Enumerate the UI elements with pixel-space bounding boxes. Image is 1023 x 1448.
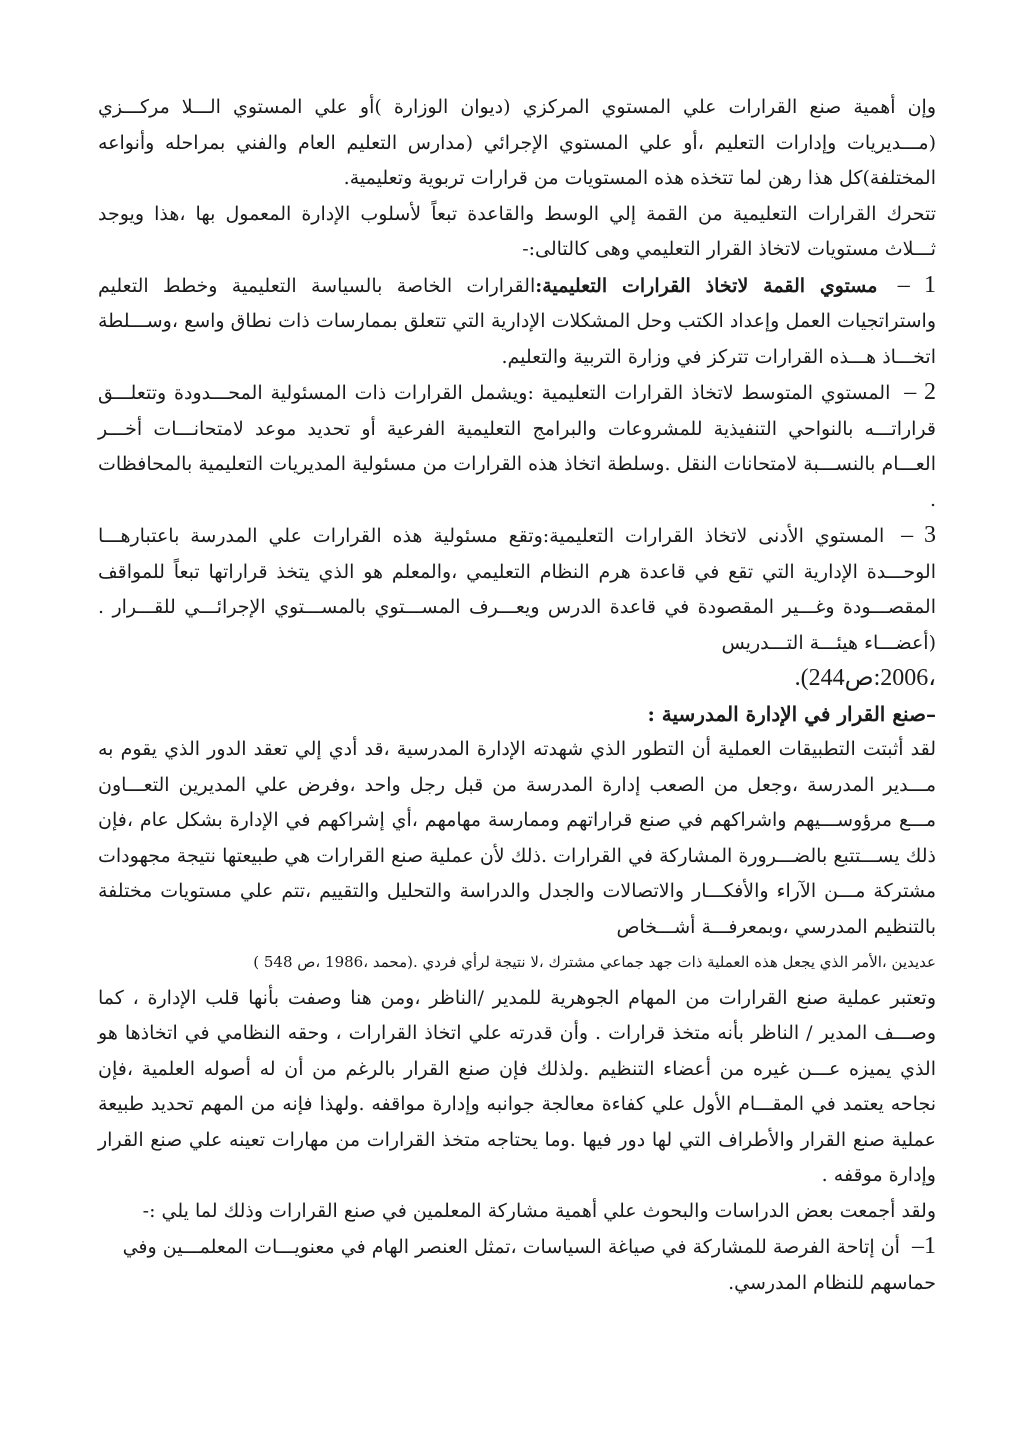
- list-item-text: القرارات الخاصة بالسياسة التعليمية وخطط التعليم واستراتجيات العمل وإعداد الكتب وحل المشكلات الإدارية التي تتعلق بممارسات ذات نطاق واسع ،وســـلطة اتخـــاذ هـــذه القرارات تتركز في وزارة التربية والتعليم.: [98, 274, 936, 368]
- section-heading: –صنع القرار في الإدارة المدرسية :: [647, 701, 936, 726]
- paragraph-principal-role: وتعتبر عملية صنع القرارات من المهام الجوهرية للمدير /الناظر ،ومن هنا وصفت بأنها قلب الإدارة ، كما وصـــف المدير / الناظر بأنه متخذ قرارات . وأن قدرته علي اتخاذ القرارات ، وحقه النظامي في اتخاذها هو الذي يميزه عـــن غيره من أعضاء التنظيم .ولذلك فإن صنع القرار بالرغم من أن له أصوله العلمية ،فإن نجاحه يعتمد في المقـــام الأول علي كفاءة معالجة جوانبه وإدارة مواقفه .ولهذا فإنه من المهم تحديد طبيعة عملية صنع القرار والأطراف التي لها دور فيها .وما يحتاجه متخذ القرارات من مهارات تعينه علي صنع القرار وإدارة موقفه .: [98, 986, 936, 1186]
- paragraph-teacher-participation: ولقد أجمعت بعض الدراسات والبحوث علي أهمية مشاركة المعلمين في صنع القرارات وذلك لما يلي :-: [142, 1199, 936, 1222]
- document-page: [98, 90, 936, 1301]
- list-item-continuation: حماسهم للنظام المدرسي.: [728, 1271, 936, 1294]
- paragraph-school-decisions: [98, 732, 936, 945]
- list-number: 3 –: [901, 522, 936, 548]
- list-item-participation: [98, 1229, 936, 1266]
- list-number: 2 –: [904, 379, 937, 405]
- list-item-middle-level: [98, 375, 936, 518]
- paragraph-importance: وإن أهمية صنع القرارات علي المستوي المركزي (ديوان الوزارة )أو علي المستوي الـــلا مركـــزي (مـــديريات وإدارات التعليم ،أو علي المستوي الإجرائي (مدارس التعليم العام والفني بمراحله وأنواعه المختلفة)كل هذا رهن لما تتخذه هذه المستويات من قرارات تربوية وتعليمية.: [98, 96, 936, 189]
- list-item-lower-level: [98, 518, 936, 661]
- citation: ،2006:ص244).: [794, 665, 936, 691]
- list-item-title: مستوي القمة لاتخاذ القرارات التعليمية:: [535, 274, 878, 297]
- paragraph-citation-line: عديدين ،الأمر الذي يجعل هذه العملية ذات جهد جماعي مشترك ،لا نتيجة لرأي فردي .(محمد ،1986 ،ص 548 ): [253, 953, 936, 971]
- list-number: 1–: [912, 1233, 936, 1259]
- list-item-text: أن إتاحة الفرصة للمشاركة في صياغة السياسات ،تمثل العنصر الهام في معنويـــات المعلمـــين وفي: [122, 1236, 900, 1258]
- paragraph-text: لقد أثبتت التطبيقات العملية أن التطور الذي شهدته الإدارة المدرسية ،قد أدي إلي تعقد الدور الذي يقوم به مـــدير المدرسة ،وجعل من الصعب إدارة المدرسة من قبل رجل واحد ،وفرض علي المديرين التعـــاون مـــع مرؤوســـيهم واشراكهم في صنع قراراتهم وممارسة مهامهم ،أي إشراكهم في الإدارة بشكل عام ،فإن ذلك يســـتتبع بالضـــرورة المشاركة في القرارات .ذلك لأن عملية صنع القرارات هي طبيعتها نتيجة مجهودات مشتركة مـــن الآراء والأفكـــار والاتصالات والجدل والدراسة والتحليل والتقييم ،تتم علي مستويات مختلفة بالتنظيم المدرسي ،وبمعرفـــة أشـــخاص: [98, 738, 936, 938]
- list-item-text: المستوي المتوسط لاتخاذ القرارات التعليمية :ويشمل القرارات ذات المسئولية المحـــدودة وتتعلـــق قراراتـــه بالنواحي التنفيذية للمشروعات والبرامج التعليمية الفرعية أو تحديد موعد لامتحانـــات أخـــر العـــام بالنســـبة لامتحانات النقل .وسلطة اتخاذ هذه القرارات من مسئولية المديريات التعليمية بالمحافظات .: [98, 382, 936, 511]
- list-number: 1 –: [897, 271, 936, 298]
- list-item-text: المستوي الأدنى لاتخاذ القرارات التعليمية:وتقع مسئولية هذه القرارات علي المدرسة باعتبارهـــا الوحـــدة الإدارية التي تقع في قاعدة هرم النظام التعليمي ،والمعلم هو الذي يتخذ قراراتها تبعاً للمواقف المقصـــودة وغـــير المقصودة في قاعدة الدرس ويعـــرف المســـتوي بالمســـتوي الإجرائـــي للقـــرار .(أعضـــاء هيئـــة التـــدريس: [98, 525, 936, 654]
- list-item-top-level: [98, 268, 936, 376]
- paragraph-levels-intro: تتحرك القرارات التعليمية من القمة إلي الوسط والقاعدة تبعاً لأسلوب الإدارة المعمول بها ،هذا ويوجد ثـــلاث مستويات لاتخاذ القرار التعليمي وهى كالتالى:-: [98, 202, 936, 260]
